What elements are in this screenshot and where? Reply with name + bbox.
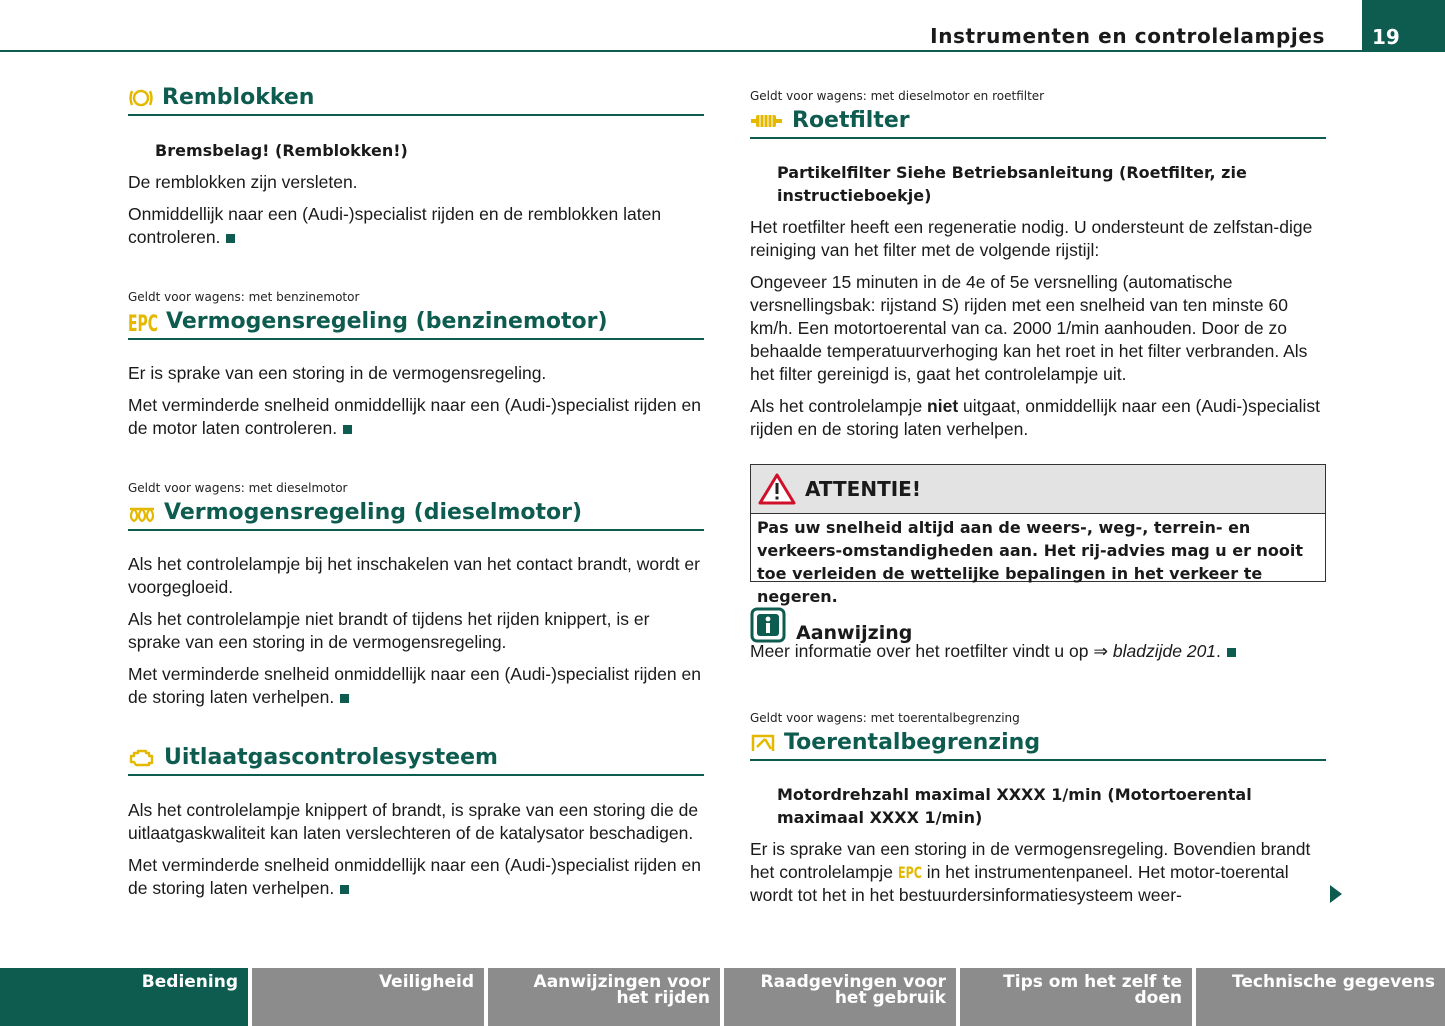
section-vermogensregeling-benzine [128,289,704,340]
tab-technische-gegevens[interactable]: Technische gegevens [1196,968,1445,1026]
section-roetfilter [750,88,1326,139]
info-icon [750,607,786,643]
applies-note: Geldt voor wagens: met dieselmotor [128,481,348,495]
body-paragraph: Er is sprake van een storing in de vermogensregeling. [128,363,547,383]
body-text: Meer informatie over het roetfilter vindt u op [750,641,1094,661]
section-aanwijzing [750,606,1326,663]
body-text: Met verminderde snelheid onmiddellijk naar een (Audi-)specialist rijden en de storing laten verhelpen. [128,855,701,898]
end-mark-icon [340,694,349,703]
glow-plug-icon [128,503,156,523]
end-mark-icon [226,234,235,243]
warning-title: ATTENTIE! [805,477,921,501]
tab-tips-om-het-zelf-te-doen[interactable]: Tips om het zelf te doen [960,968,1192,1026]
body-paragraph [128,203,704,249]
lead-text: Partikelfilter Siehe Betriebsanleitung (Roetfilter, zie instructieboekje) [777,163,1247,205]
note-text [750,640,1326,663]
section-uitlaatgascontrole [128,744,704,776]
header-rule [0,50,1362,52]
body-paragraph: Het roetfilter heeft een regeneratie nodig. U ondersteunt de zelfstan-dige reiniging van het filter met de volgende rijstijl: [750,217,1313,260]
roetfilter-body [750,161,1326,441]
toerental-body [750,783,1326,907]
body-text: in het instrumentenpaneel. Het motor-toerental wordt tot het in het bestuurdersinformatiesysteem weer- [750,862,1289,905]
note-header [750,606,1326,644]
body-paragraph [750,838,1326,907]
applies-note: Geldt voor wagens: met toerentalbegrenzing [750,711,1020,725]
page-reference-link[interactable]: bladzijde 201 [1112,641,1217,661]
body-paragraph [750,395,1326,441]
warning-triangle-icon [757,472,797,506]
applies-note: Geldt voor wagens: met benzinemotor [128,290,360,304]
section-title-text: Uitlaatgascontrolesysteem [164,745,498,770]
section-title-diesel [128,499,704,531]
section-title-uitlaat [128,744,704,776]
body-paragraph [128,663,704,709]
body-text: Er is sprake van een storing in de vermogensregeling. Bovendien brandt het controlelampje [750,839,1311,882]
rev-limit-icon [750,732,776,754]
svg-text:EPC: EPC [897,863,922,880]
body-paragraph: Als het controlelampje knippert of brandt, is sprake van een storing die de uitlaatgaskwaliteit kan laten verslechteren of de katalysator beschadigen. [128,800,699,843]
body-paragraph: De remblokken zijn versleten. [128,172,358,192]
section-title-text: Toerentalbegrenzing [784,730,1041,755]
end-mark-icon [340,885,349,894]
body-paragraph [128,854,704,900]
section-title-remblokken [128,84,704,116]
continue-arrow-icon[interactable] [1330,885,1342,903]
cross-reference-arrow: ⇒ [1093,641,1109,661]
emphasis-text: niet [927,396,959,416]
body-paragraph: Ongeveer 15 minuten in de 4e of 5e versnelling (automatische versnellingsbak: rijstand S) rijden met een snelheid van ten minste 60 km/h. Een motortoerental van ca. 2000 1/min aanhouden. Door de zo behaalde temperatuurverhoging kan het roet in het filter verbranden. Als het filter gereinigd is, gaat het controlelampje uit. [750,272,1308,384]
lead-text: Motordrehzahl maximal XXXX 1/min (Motortoerental maximaal XXXX 1/min) [777,785,1252,827]
chapter-nav [0,968,1445,1026]
body-paragraph: Als het controlelampje bij het inschakelen van het contact brandt, wordt er voorgegloeid. [128,554,700,597]
end-mark-icon [343,425,352,434]
end-mark-icon [1227,648,1236,657]
particle-filter-icon [750,112,784,130]
section-vermogensregeling-diesel [128,480,704,531]
epc-icon [898,863,922,880]
body-text: uitgaat, onmiddellijk naar een (Audi-)specialist rijden en de storing laten verhelpen. [750,396,1321,439]
diesel-body [128,553,704,709]
body-text: . [1216,641,1221,661]
section-title-text: Vermogensregeling (dieselmotor) [164,500,583,525]
section-title-text: Vermogensregeling (benzinemotor) [166,309,608,334]
body-paragraph [128,394,704,440]
section-toerentalbegrenzing [750,710,1326,761]
page-header-title: Instrumenten en controlelampjes [930,24,1325,48]
svg-text:EPC: EPC [128,312,158,334]
engine-icon [128,747,156,769]
section-title-benzine [128,308,704,340]
lead-text: Bremsbelag! (Remblokken!) [155,141,408,160]
benzine-body [128,362,704,440]
warning-box [750,464,1326,606]
body-paragraph: Als het controlelampje niet brandt of tijdens het rijden knippert, is er sprake van een storing in de vermogensregeling. [128,609,650,652]
page-number: 19 [1362,0,1445,52]
applies-note: Geldt voor wagens: met dieselmotor en roetfilter [750,89,1045,103]
section-remblokken [128,84,704,116]
section-title-text: Roetfilter [792,108,910,133]
warning-text: Pas uw snelheid altijd aan de weers-, weg-, terrein- en verkeers-omstandigheden aan. Het rij-advies mag u er nooit toe verleiden de wettelijke bepalingen in het verkeer te negeren. [757,518,1304,606]
tab-raadgevingen-voor-het-gebruik[interactable]: Raadgevingen voor het gebruik [724,968,956,1026]
body-text: Als het controlelampje [750,396,928,416]
section-title-toerental [750,729,1326,761]
warning-header [751,465,1325,514]
tab-bediening[interactable]: Bediening [0,968,248,1026]
tab-veiligheid[interactable]: Veiligheid [252,968,484,1026]
tab-aanwijzingen-voor-het-rijden[interactable]: Aanwijzingen voor het rijden [488,968,720,1026]
note-title: Aanwijzing [796,622,913,644]
remblokken-body [128,139,704,249]
epc-icon [128,310,158,334]
brake-pad-icon [128,87,154,109]
body-text: Met verminderde snelheid onmiddellijk naar een (Audi-)specialist rijden en de motor laten controleren. [128,395,701,438]
body-text: Onmiddellijk naar een (Audi-)specialist rijden en de remblokken laten controleren. [128,204,662,247]
section-title-roetfilter [750,107,1326,139]
uitlaat-body [128,799,704,900]
section-title-text: Remblokken [162,85,315,110]
body-text: Met verminderde snelheid onmiddellijk naar een (Audi-)specialist rijden en de storing laten verhelpen. [128,664,701,707]
